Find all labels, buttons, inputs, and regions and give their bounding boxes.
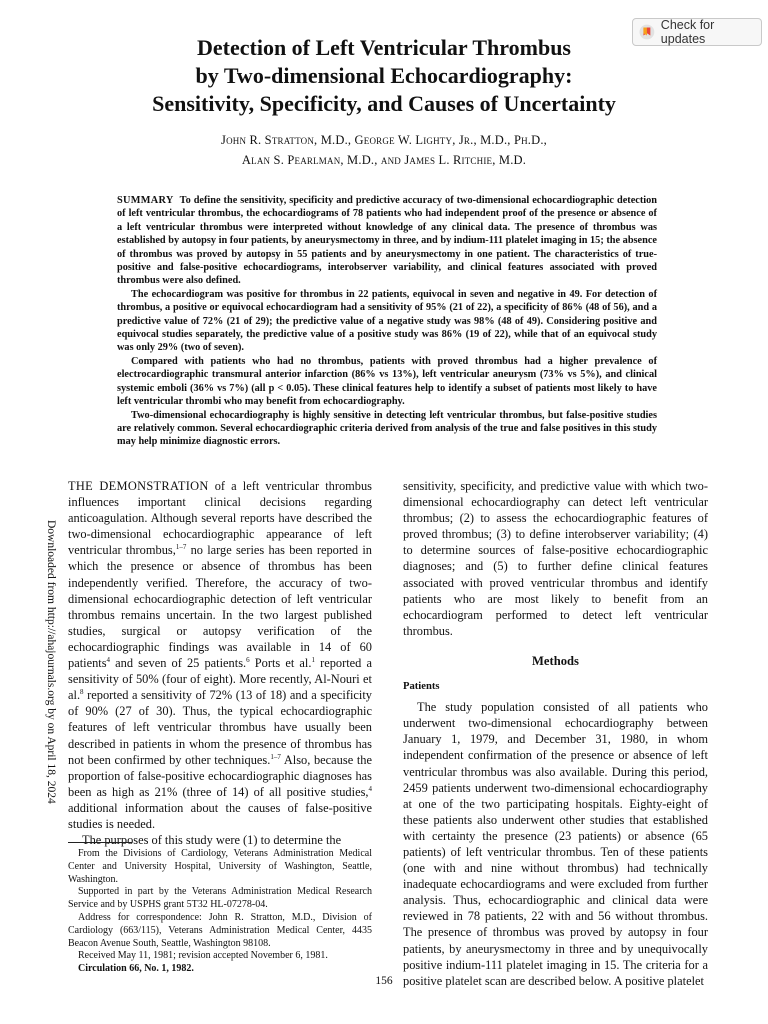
check-for-updates-label: Check for updates	[660, 18, 715, 46]
title-line-2: by Two-dimensional Echocardiography:	[195, 63, 573, 88]
footnotes	[68, 848, 372, 976]
download-note-text: Downloaded from http://ahajournals.org by on April 18, 2024	[45, 520, 57, 804]
summary-paragraph-3: Compared with patients who had no thrombus, patients with proved thrombus had a higher prevalence of electrocardiographic transmural anterior infarction (86% vs 13%), left ventricular aneurysm (73% vs 5%), and clinical systemic emboli (36% vs 7%) (all p < 0.05). These clinical features help to identify a subset of patients most likely to have left ventricular thrombi who may benefit from echocardiography.	[117, 355, 657, 408]
intro-text-d: Ports et al.	[249, 656, 312, 671]
footnote-correspondence: Address for correspondence: John R. Stratton, M.D., Division of Cardiology (663/115), Veterans Administration Medical Center, 4435 Beacon Avenue South, Seattle, Washington 98108.	[68, 911, 372, 949]
intro-paragraph-1	[68, 478, 372, 832]
summary-text-1: To define the sensitivity, specificity and predictive accuracy of two-dimensional echocardiographic detection of left ventricular thrombus, the echocardiograms of 78 patients who had independent proof of the presence or absence of a left ventricular thrombus were interpreted without knowledge of any clinical data. The presence of thrombus was established by autopsy in four patients, by aneurysmectomy in three, and by indium-111 platelet imaging in 15; the absence of thrombus was proved by autopsy in 55 patients and by aneurysmectomy in one patient. The characteristics of true-positive and false-positive echocardiograms, interobserver variability, and clinical features associated with proved thrombus were also defined.	[117, 195, 657, 287]
reference-superscript: 4	[368, 784, 372, 793]
summary-label: SUMMARY	[117, 195, 174, 206]
authors-line-2: Alan S. Pearlman, M.D., and James L. Ritchie, M.D.	[241, 153, 527, 167]
summary-paragraph-2: The echocardiogram was positive for thrombus in 22 patients, equivocal in seven and negative in 49. For detection of thrombus, a positive or equivocal echocardiogram had a sensitivity of 95% (21 of 22), a specificity of 86% (48 of 56), and a predictive value of 72% (21 of 29); the predictive value of a negative study was 98% (48 of 49). Considering positive and equivocal studies separately, the predictive value of a positive study was 86% (19 of 22), while that of an equivocal study was only 29% (two of seven).	[117, 288, 657, 354]
patients-paragraph: The study population consisted of all patients who underwent two-dimensional echocardiography between January 1, 1979, and December 31, 1980, in whom independent confirmation of the presence or absence of left ventricular thrombus was also available. During this period, 2459 patients underwent two-dimensional echocardiography at one of the two participating hospitals. Eighty-eight of these patients also underwent other studies that established with certainty the presence (23 patients) or absence (65 patients) of left ventricular thrombus. Ten of these patients (one with and nine without thrombus) had technically inadequate echocardiograms and were excluded from further analysis. Thus, echocardiographic and clinical data were reviewed in 78 patients, 22 with and 56 without thrombus. The presence of thrombus was proved by autopsy in four patients, by aneurysmectomy in three and by unequivocally positive indium-111 platelet imaging in 15. The criteria for a positive platelet scan are described below. A positive platelet	[403, 700, 708, 988]
intro-text-h: additional information about the causes of false-positive studies is needed.	[68, 800, 372, 831]
footnote-support: Supported in part by the Veterans Administration Medical Research Service and by USPHS grant 5T32 HL-07278-04.	[68, 886, 372, 911]
footnote-rule	[68, 842, 132, 843]
methods-heading: Methods	[532, 653, 579, 668]
reference-superscript: 8	[80, 688, 84, 697]
intro-text-g: Also, because the proportion of false-positive echocardiographic diagnoses has been as high as 21% (three of 14) of all positive studies,	[68, 752, 372, 799]
footnote-journal: Circulation 66, No. 1, 1982.	[78, 963, 194, 975]
authors-line-1: John R. Stratton, M.D., George W. Lighty, Jr., M.D., Ph.D.,	[221, 133, 547, 147]
download-watermark	[42, 520, 60, 804]
reference-superscript: 6	[246, 655, 250, 664]
article-title	[60, 34, 708, 118]
reference-superscript: 4	[106, 655, 111, 664]
author-list	[60, 130, 708, 170]
footnote-affiliation: From the Divisions of Cardiology, Veterans Administration Medical Center and University Hospital, University of Washington, Seattle, Washington.	[68, 848, 372, 885]
page-number: 156	[375, 975, 393, 987]
body-column-left	[68, 478, 372, 848]
intro-text-f: reported a sensitivity of 72% (13 of 18) and a specificity of 90% (27 of 30). Thus, the typical echocardiographic features of left ventricular thrombus have usually been described in patients in whom the presence of thrombus has not been confirmed by other techniques.	[68, 688, 372, 767]
reference-superscript: 1–7	[175, 543, 187, 552]
intro-paragraph-2: The purposes of this study were (1) to determine the	[82, 833, 342, 848]
reference-superscript: 1	[311, 655, 315, 664]
lead-in: THE DEMONSTRATION	[68, 479, 209, 493]
body-column-right	[403, 478, 708, 989]
intro-text-c: and seven of 25 patients.	[110, 656, 247, 671]
summary-paragraph-1	[117, 194, 657, 288]
summary-abstract	[117, 194, 657, 449]
reference-superscript: 1–7	[270, 752, 281, 761]
footnote-received: Received May 11, 1981; revision accepted November 6, 1981.	[78, 950, 328, 962]
title-line-1: Detection of Left Ventricular Thrombus	[197, 35, 571, 60]
purposes-paragraph: sensitivity, specificity, and predictive value with which two-dimensional echocardiography can detect left ventricular thrombus; (2) to assess the echocardiographic features of proved thrombus; (3) to define interobserver variability; (4) to determine sources of false-positive echocardiographic diagnoses; and (5) to further define clinical features associated with proved ventricular thrombus and identify patients who are most likely to benefit from an echocardiogram performed to detect left ventricular thrombus.	[403, 479, 708, 638]
intro-text-a: of a left ventricular thrombus influences important clinical decisions regarding anticoagulation. Although several reports have described the two-dimensional echocardiographic appearance of left ventricular thrombus,	[68, 479, 372, 558]
intro-text-e: reported a sensitivity of 50% (four of eight). More recently, Al-Nouri et al.	[68, 656, 372, 703]
title-line-3: Sensitivity, Specificity, and Causes of Uncertainty	[152, 91, 616, 116]
summary-paragraph-4: Two-dimensional echocardiography is highly sensitive in detecting left ventricular thrombus, but false-positive studies are relatively common. Several echocardiographic criteria derived from analysis of the true and false positives in this study may help minimize diagnostic errors.	[117, 409, 657, 448]
intro-text-b: no large series has been reported in which the presence or absence of thrombus has been independently verified. Therefore, the accuracy of two-dimensional echocardiographic detection of left ventricular thrombus remains uncertain. In the two largest published studies, surgical or autopsy verification of the echocardiographic findings was available in 14 of 60 patients	[68, 543, 373, 671]
patients-heading: Patients	[403, 681, 440, 693]
